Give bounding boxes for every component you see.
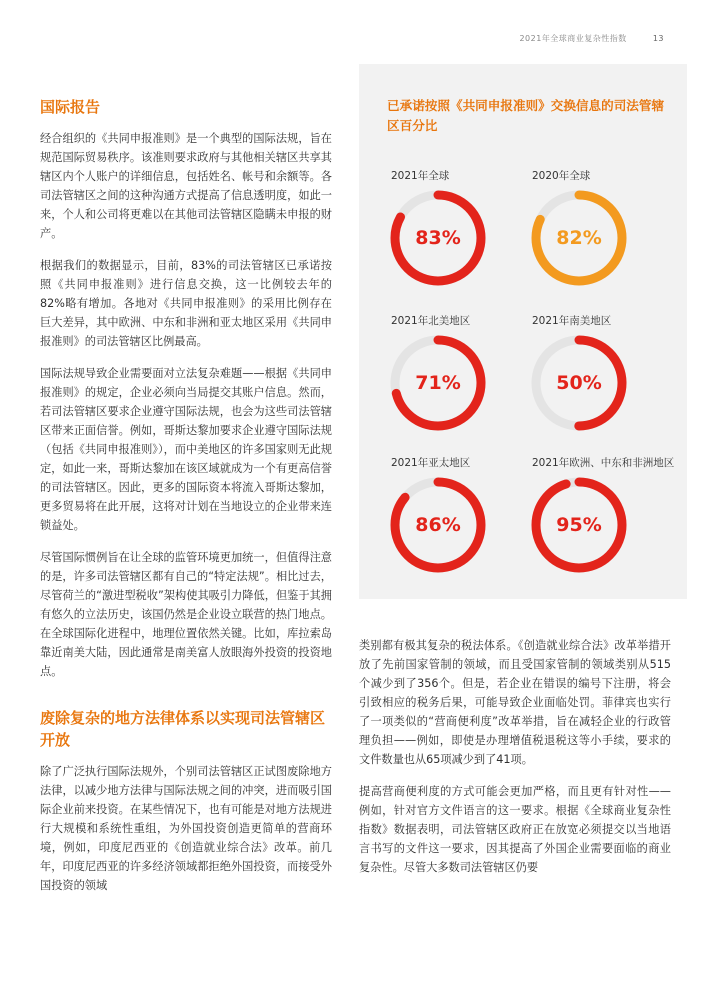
chart-cell-global-2020 — [532, 168, 682, 249]
paragraph: 类别都有极其复杂的税法体系。《创造就业综合法》改革举措开放了先前国家管制的领域，而且受国家管制的领域类别从515个减少到了356个。但是，若企业在错误的编号下注册，将会引致相应的税务后果，可能导致企业面临处罚。菲律宾也实行了一项类似的“营商便利度”改革举措，旨在减轻企业的行政管理负担——例如，即使是办理增值税退税这等小手续，要求的文件数量也从65项减少到了41项。 — [359, 639, 671, 766]
section-heading-international: 国际报告 — [40, 98, 101, 116]
percent-value: 86% — [415, 514, 461, 536]
donut-chart — [530, 334, 628, 436]
chart-label: 2021年欧洲、中东和非洲地区 — [532, 457, 675, 469]
paragraph: 提高营商便利度的方式可能会更加严格，而且更有针对性——例如，针对官方文件语言的这一要求。根据《全球商业复杂性指数》数据表明，司法管辖区政府正在放宽必须提交以当地语言书写的文件这一要求，因其提高了外国企业需要面临的商业复杂性。尽管大多数司法管辖区仍要 — [359, 785, 671, 874]
chart-label: 2021年全球 — [391, 170, 450, 182]
percent-value: 50% — [556, 372, 602, 394]
paragraph: 除了广泛执行国际法规外，个别司法管辖区正试图废除地方法律，以减少地方法律与国际法规之间的冲突，进而吸引国际企业前来投资。在某些情况下，也有可能是对地方法规进行大规模和系统性重组，为外国投资创造更简单的营商环境，例如，印度尼西亚的《创造就业综合法》改革。前几年，印度尼西亚的许多经济领域都拒绝外国投资，而接受外国投资的领域 — [40, 765, 332, 892]
donut-chart — [389, 189, 487, 291]
crs-chart-panel — [359, 64, 687, 599]
right-column — [359, 636, 671, 890]
chart-cell-emea — [532, 455, 682, 536]
percent-value: 71% — [415, 372, 461, 394]
donut-chart — [389, 476, 487, 578]
chart-label: 2021年南美地区 — [532, 315, 612, 327]
running-header — [519, 33, 664, 44]
page-number: 13 — [652, 34, 664, 43]
section-heading-local-law: 废除复杂的地方法律体系以实现司法管辖区开放 — [40, 709, 326, 749]
percent-value: 82% — [556, 227, 602, 249]
panel-title: 已承诺按照《共同申报准则》交换信息的司法管辖区百分比 — [387, 98, 665, 133]
paragraph: 国际法规导致企业需要面对立法复杂难题——根据《共同申报准则》的规定，企业必须向当局提交其账户信息。然而，若司法管辖区要求企业遵守国际法规，也会为这些司法管辖区带来正面信誉。例如，哥斯达黎加要求企业遵守国际法规（包括《共同申报准则》），而中美地区的许多国家则无此规定，如此一来，哥斯达黎加在该区域就成为一个有更高信誉的司法管辖区。因此，更多的国际资本将流入哥斯达黎加，更多贸易将在此开展，这将对计划在当地设立的企业带来连锁益处。 — [40, 367, 332, 532]
chart-label: 2020年全球 — [532, 170, 591, 182]
donut-chart — [530, 189, 628, 291]
report-title: 2021年全球商业复杂性指数 — [519, 34, 627, 43]
chart-cell-global-2021 — [391, 168, 541, 249]
chart-cell-asia-pacific — [391, 455, 541, 536]
chart-cell-south-america — [532, 313, 682, 394]
donut-chart — [389, 334, 487, 436]
paragraph: 尽管国际惯例旨在让全球的监管环境更加统一，但值得注意的是，许多司法管辖区都有自己的“特定法规”。相比过去，尽管荷兰的“激进型税收”架构使其吸引力降低，但鉴于其拥有悠久的立法历史，该国仍然是企业设立联营的热门地点。在全球国际化进程中，地理位置依然关键。比如，库拉索岛靠近南美大陆，因此通常是南美富人放眼海外投资的投资地点。 — [40, 551, 332, 678]
percent-value: 83% — [415, 227, 461, 249]
paragraph: 根据我们的数据显示，目前，83%的司法管辖区已承诺按照《共同申报准则》进行信息交换，这一比例较去年的82%略有增加。各地对《共同申报准则》的采用比例存在巨大差异，其中欧洲、中东和非洲和亚太地区采用《共同申报准则》的司法管辖区比例最高。 — [40, 259, 332, 348]
donut-chart — [530, 476, 628, 578]
paragraph: 经合组织的《共同申报准则》是一个典型的国际法规，旨在规范国际贸易秩序。该准则要求政府与其他相关辖区共享其辖区内个人账户的详细信息，包括姓名、帐号和余额等。各司法管辖区之间的这种沟通方式提高了信息透明度，如此一来，个人和公司将更难以在其他司法管辖区隐瞒未申报的财产。 — [40, 132, 332, 240]
percent-value: 95% — [556, 514, 602, 536]
left-column — [40, 96, 332, 908]
chart-label: 2021年亚太地区 — [391, 457, 471, 469]
chart-cell-north-america — [391, 313, 541, 394]
chart-label: 2021年北美地区 — [391, 315, 471, 327]
